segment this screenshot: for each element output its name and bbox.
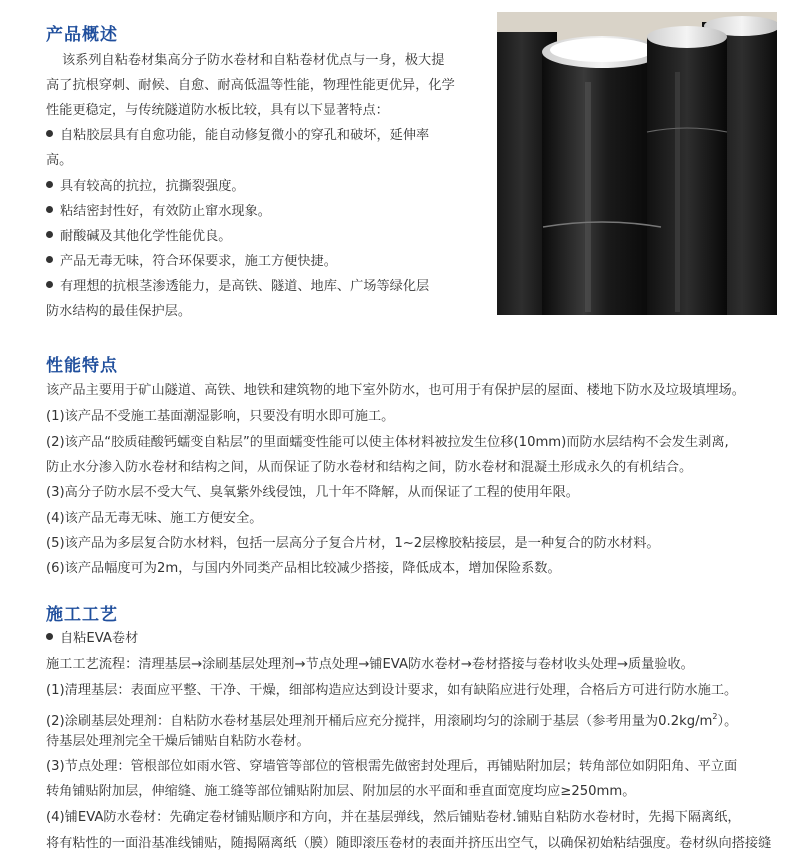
overview-intro-line-2: 高了抗根穿刺、耐候、自愈、耐高低温等性能，物理性能更优异，化学 xyxy=(46,78,455,93)
construction-process: 施工工艺流程：清理基层→涂刷基层处理剂→节点处理→铺EVA防水卷材→卷材搭接与卷材收头处理→质量验收。 xyxy=(46,657,694,672)
bullet-text: 耐酸碱及其他化学性能优良。 xyxy=(60,229,232,244)
overview-bullet-root-resist xyxy=(46,274,429,299)
construction-step-1: (1)清理基层：表面应平整、干净、干燥，细部构造应达到设计要求，如有缺陷应进行处理，合格后方可进行防水施工。 xyxy=(46,683,738,698)
bullet-dot-icon xyxy=(46,281,53,288)
bullet-text: 具有较高的抗拉，抗撕裂强度。 xyxy=(60,179,245,194)
overview-intro-line-1: 该系列自粘卷材集高分子防水卷材和自粘卷材优点与一身，极大提 xyxy=(62,53,445,68)
overview-bullet-self-healing xyxy=(46,123,429,148)
features-line-4: 防止水分渗入防水卷材和结构之间，从而保证了防水卷材和结构之间，防水卷材和混凝土形成永久的有机结合。 xyxy=(46,460,693,475)
overview-bullet-eco xyxy=(46,249,337,274)
waterproof-roll-image xyxy=(497,12,777,315)
construction-step-3: (3)节点处理：管根部位如雨水管、穿墙管等部位的管根需先做密封处理后，再铺贴附加层；转角部位如阴阳角、平立面 xyxy=(46,759,738,774)
bullet-dot-icon xyxy=(46,231,53,238)
features-line-7: (5)该产品为多层复合防水材料，包括一层高分子复合片材，1~2层橡胶粘接层，是一种复合的防水材料。 xyxy=(46,536,660,551)
features-line-8: (6)该产品幅度可为2m，与国内外同类产品相比较减少搭接，降低成本，增加保险系数。 xyxy=(46,561,561,576)
overview-intro-line-3: 性能更稳定，与传统隧道防水板比较，具有以下显著特点： xyxy=(46,103,389,118)
bullet-text: 有理想的抗根茎渗透能力，是高铁、隧道、地库、广场等绿化层 xyxy=(60,279,430,294)
section-title-features: 性能特点 xyxy=(46,356,118,376)
section-title-overview: 产品概述 xyxy=(46,25,118,45)
bullet-text: 产品无毒无味，符合环保要求，施工方便快捷。 xyxy=(60,254,337,269)
overview-bullet-chemical xyxy=(46,224,231,249)
bullet-dot-icon xyxy=(46,181,53,188)
features-line-2: (1)该产品不受施工基面潮湿影响，只要没有明水即可施工。 xyxy=(46,409,395,424)
construction-step-2-cont: 待基层处理剂完全干燥后铺贴自粘防水卷材。 xyxy=(46,734,310,749)
section-title-construction: 施工工艺 xyxy=(46,605,118,625)
bullet-dot-icon xyxy=(46,633,53,640)
bullet-text: 自粘EVA卷材 xyxy=(60,631,139,646)
bullet-text: 粘结密封性好，有效防止窜水现象。 xyxy=(60,204,271,219)
construction-step-3-cont: 转角铺贴附加层，伸缩缝、施工缝等部位铺贴附加层、附加层的水平面和垂直面宽度均应≥250mm。 xyxy=(46,784,636,799)
features-line-3: (2)该产品“胶质硅酸钙蠕变自粘层”的里面蠕变性能可以使主体材料被拉发生位移(10mm)而防水层结构不会发生剥离, xyxy=(46,435,729,450)
features-line-1: 该产品主要用于矿山隧道、高铁、地铁和建筑物的地下室外防水，也可用于有保护层的屋面、楼地下防水及垃圾填埋场。 xyxy=(46,383,745,398)
bullet-dot-icon xyxy=(46,206,53,213)
overview-bullet-tensile xyxy=(46,174,245,199)
construction-bullet-eva xyxy=(46,626,138,651)
construction-step-4-cont: 将有粘性的一面沿基准线铺贴，随揭隔离纸（膜）随即滚压卷材的表面并挤压出空气，以确保初始粘结强度。卷材纵向搭接缝 xyxy=(46,836,772,851)
overview-bullet-sealing xyxy=(46,199,271,224)
product-photo xyxy=(497,12,777,315)
bullet-text: 自粘胶层具有自愈功能，能自动修复微小的穿孔和破坏，延伸率 xyxy=(60,128,430,143)
bullet-dot-icon xyxy=(46,130,53,137)
construction-step-4: (4)铺EVA防水卷材：先确定卷材铺贴顺序和方向，并在基层弹线，然后铺贴卷材.铺贴自粘防水卷材时，先揭下隔离纸， xyxy=(46,810,741,825)
step-2-text: (2)涂刷基层处理剂：自粘防水卷材基层处理剂开桶后应充分搅拌，用滚刷均匀的涂刷于基层（参考用量为0.2kg/m xyxy=(46,714,713,729)
bullet-dot-icon xyxy=(46,256,53,263)
step-2-end: ）。 xyxy=(717,714,738,729)
overview-bullet-root-resist-cont: 防水结构的最佳保护层。 xyxy=(46,304,192,319)
features-line-5: (3)高分子防水层不受大气、臭氧紫外线侵蚀，几十年不降解，从而保证了工程的使用年限。 xyxy=(46,485,579,500)
superscript: 2 xyxy=(712,712,718,721)
features-line-6: (4)该产品无毒无味、施工方便安全。 xyxy=(46,511,263,526)
overview-bullet-self-healing-cont: 高。 xyxy=(46,153,73,168)
